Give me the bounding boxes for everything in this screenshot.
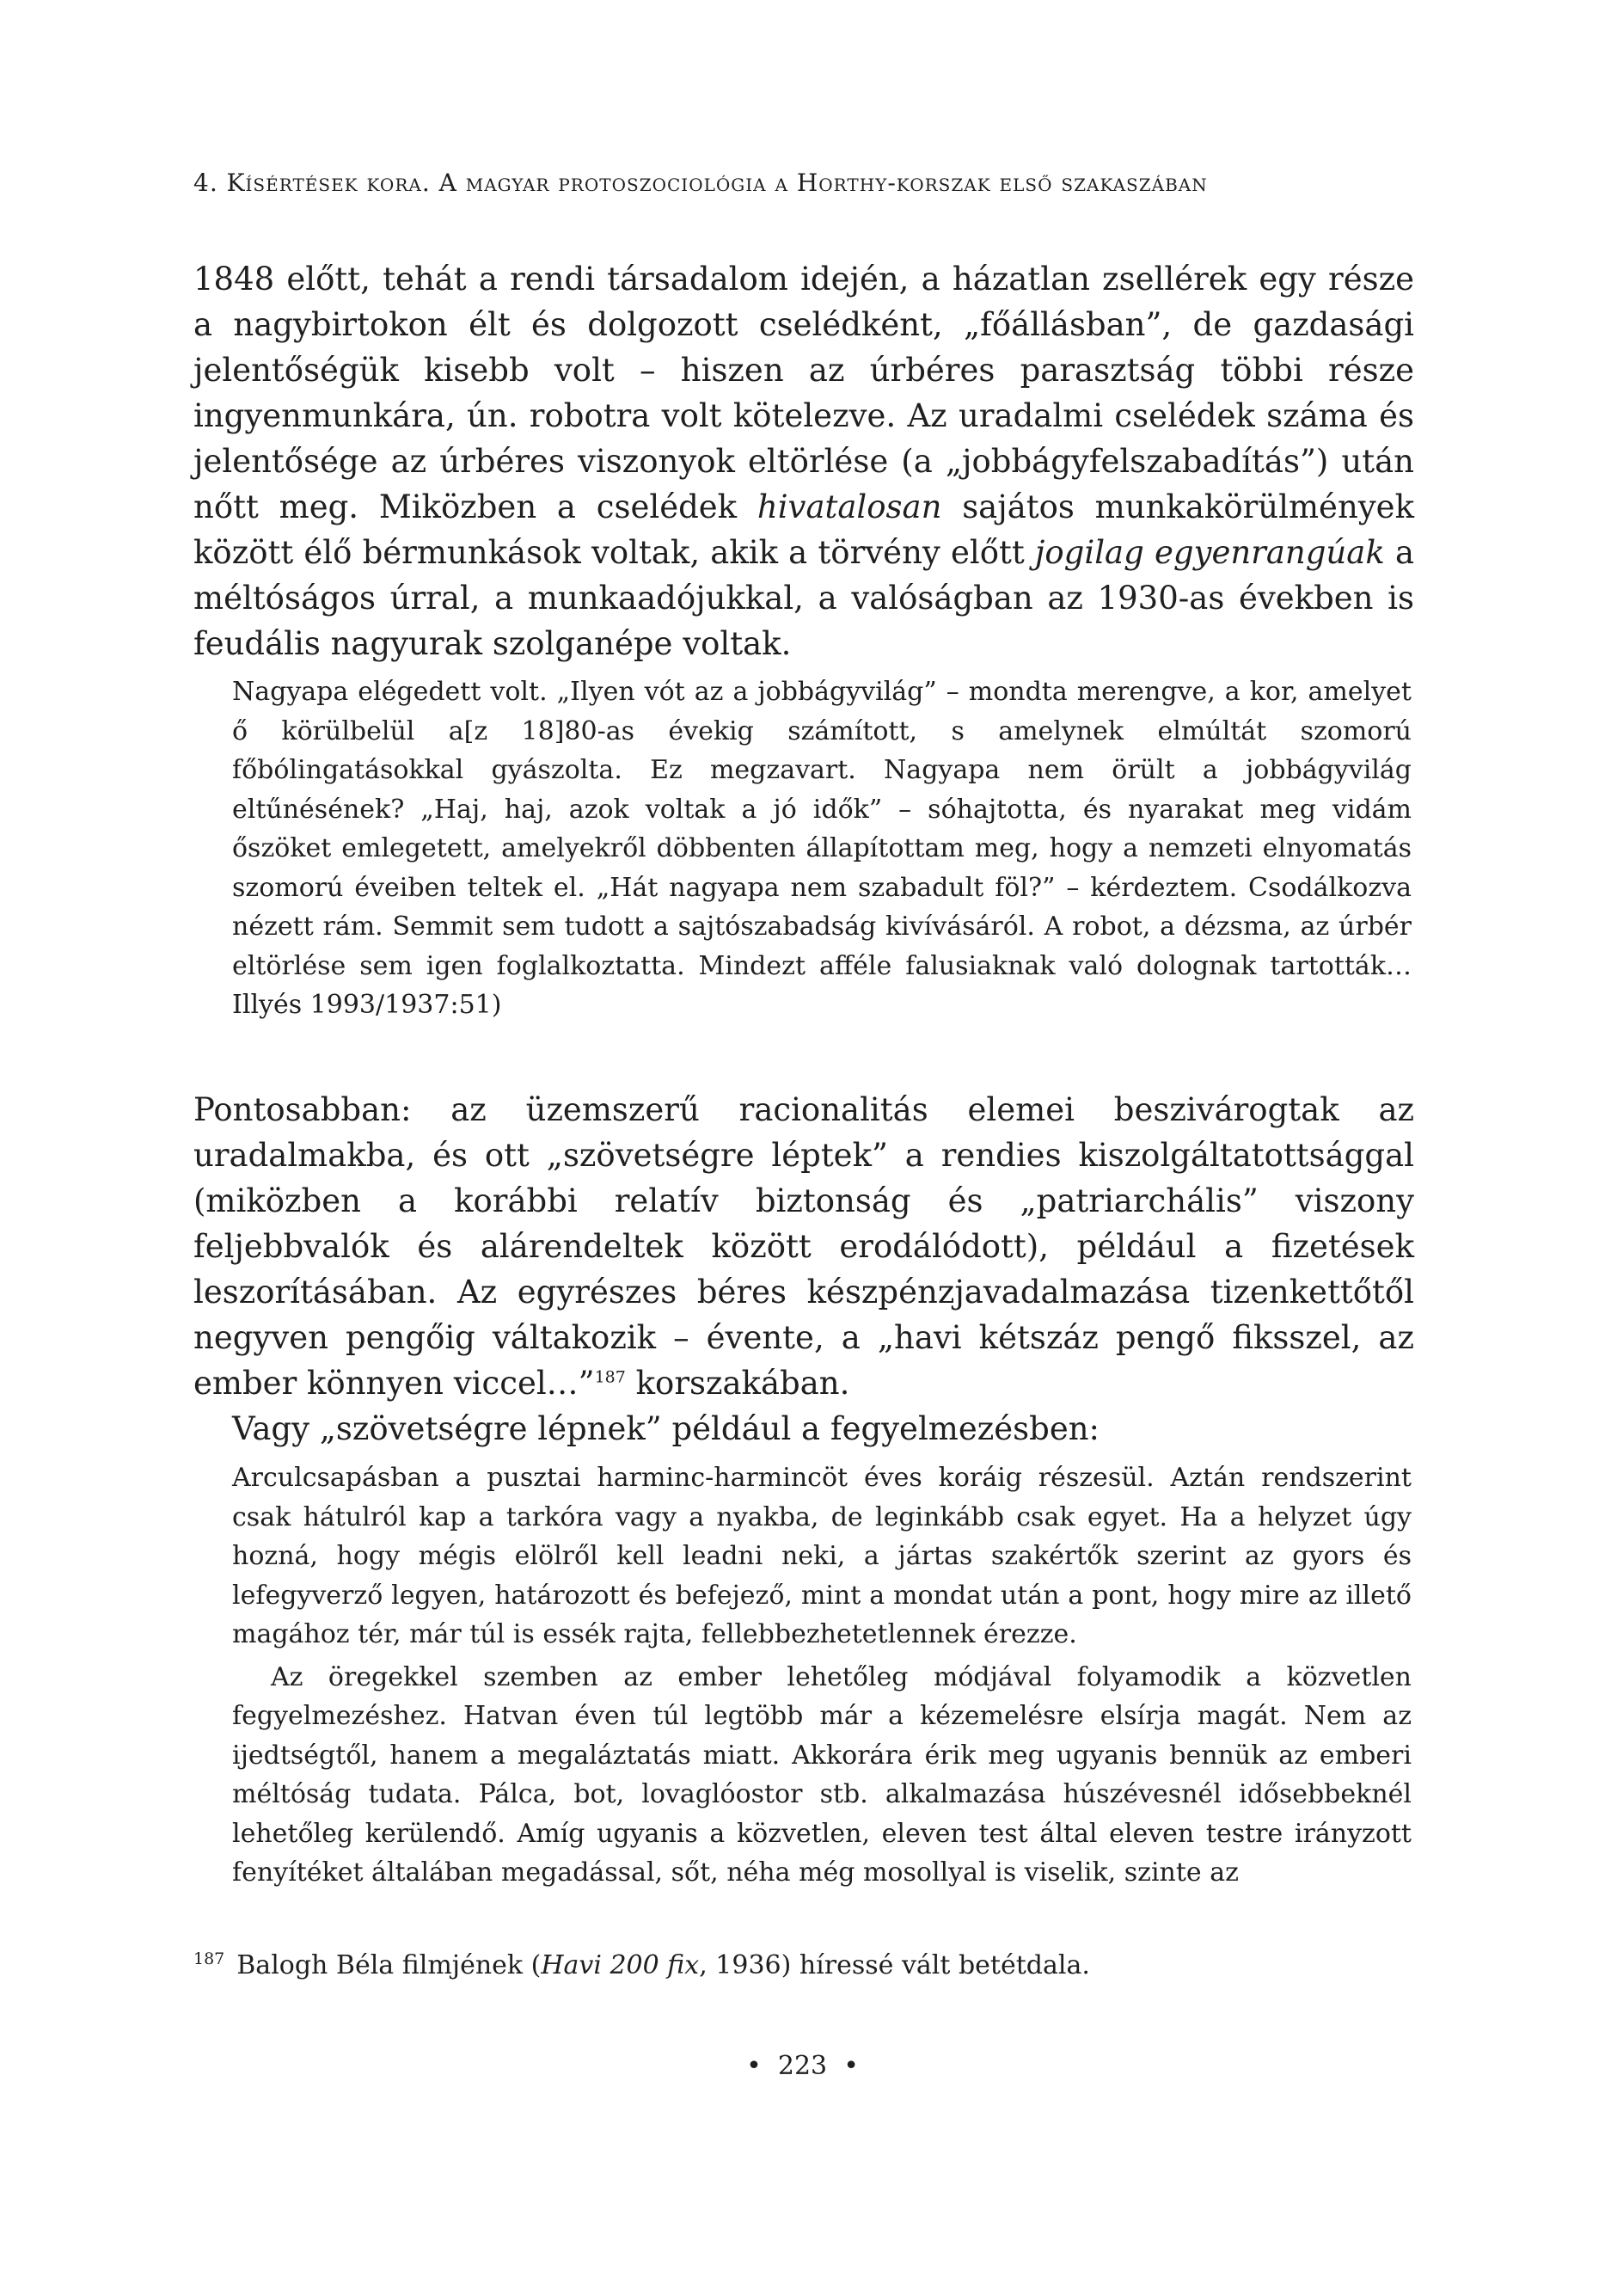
footnote-reference[interactable]: 187	[594, 1367, 626, 1387]
body-paragraph-1	[193, 256, 1414, 666]
block-quote-2	[232, 1458, 1412, 1893]
body-paragraph-2	[193, 1087, 1414, 1452]
footnote-emphasis: Havi 200 fix	[541, 1950, 700, 1980]
running-header: 4. Kísértések kora. A magyar protoszociológia a Horthy-korszak első szakaszában	[193, 169, 1208, 197]
block-quote-1	[232, 672, 1412, 1025]
paragraph-text: 1848 előtt, tehát a rendi társadalom idején, a házatlan zsellérek egy része a nagybirtokon élt és dolgozott cselédként, „főállásban”, de gazdasági jelentőségük kisebb volt – hiszen az úrbéres parasztság többi része ingyenmunkára, ún. robotra volt kötelezve. Az uradalmi cselédek száma és jelentősége az úrbéres viszonyok eltörlése (a „jobbágyfelszabadítás”) után nőtt meg. Miközben a cselédek	[193, 261, 1414, 525]
bullet-left: •	[746, 2051, 762, 2081]
paragraph-text: korszakában.	[625, 1365, 850, 1402]
paragraph-text: a méltóságos úrral, a munkaadójukkal, a valóságban az 1930-as években is feudális nagyurak szolganépe voltak.	[193, 534, 1414, 662]
paragraph-text: sajátos munkakörülmények között élő bérmunkások voltak, akik a törvény előtt	[193, 488, 1414, 571]
footnote-text: Balogh Béla filmjének (	[236, 1950, 542, 1980]
paragraph-line: Vagy „szövetségre lépnek” például a fegyelmezésben:	[232, 1410, 1100, 1447]
paragraph-text: Pontosabban: az üzemszerű racionalitás elemei beszivárogtak az uradalmakba, és ott „szövetségre léptek” a rendies kiszolgáltatottsággal (miközben a korábbi relatív biztonság és „patriarchális” viszony feljebbvalók és alárendeltek között erodálódott), például a fizetések leszorításában. Az egyrészes béres készpénzjavadalmazása tizenkettőtől negyven pengőig váltakozik – évente, a „havi kétszáz pengő fiksszel, az ember könnyen viccel…”	[193, 1091, 1414, 1402]
footnote	[193, 1949, 1414, 1983]
page-number	[0, 2051, 1605, 2081]
bullet-right: •	[843, 2051, 859, 2081]
quote-text: Nagyapa elégedett volt. „Ilyen vót az a jobbágyvilág” – mondta merengve, a kor, amelyet ő körülbelül a[z 18]80-as évekig számított, s amelynek elmúltát szomorú főbólingatásokkal gyászolta. Ez megzavart. Nagyapa nem örült a jobbágyvilág eltűnésének? „Haj, haj, azok voltak a jó idők” – sóhajtotta, és nyarakat meg vidám őszöket emlegetett, amelyekről döbbenten állapítottam meg, hogy a nemzeti elnyomatás szomorú éveiben teltek el. „Hát nagyapa nem szabadult föl?” – kérdeztem. Csodálkozva nézett rám. Semmit sem tudott a sajtószabadság kivívásáról. A robot, a dézsma, az úrbér eltörlése sem igen foglalkoztatta. Mindezt afféle falusiaknak való dolognak tartották… Illyés 1993/1937:51)	[232, 677, 1412, 1020]
quote-paragraph: Arculcsapásban a pusztai harminc-harmincöt éves koráig részesül. Aztán rendszerint csak hátulról kap a tarkóra vagy a nyakba, de leginkább csak egyet. Ha a helyzet úgy hozná, hogy mégis elölről kell leadni neki, a jártas szakértők szerint az gyors és lefegyverző legyen, határozott és befejező, mint a mondat után a pont, hogy mire az illető magához tér, már túl is essék rajta, fellebbezhetetlennek érezze.	[232, 1463, 1412, 1649]
emphasis: hivatalosan	[757, 488, 942, 525]
emphasis: jogilag egyenrangúak	[1034, 534, 1385, 571]
footnote-number: 187	[193, 1949, 225, 1968]
footnote-text: , 1936) híressé vált betétdala.	[699, 1950, 1090, 1980]
quote-paragraph: Az öregekkel szemben az ember lehetőleg módjával folyamodik a közvetlen fegyelmezéshez. Hatvan éven túl legtöbb már a kézemelésre elsírja magát. Nem az ijedtségtől, hanem a megaláztatás miatt. Akkorára érik meg ugyanis bennük az emberi méltóság tudata. Pálca, bot, lovaglóostor stb. alkalmazása húszévesnél idősebbeknél lehetőleg kerülendő. Amíg ugyanis a közvetlen, eleven test által eleven testre irányzott fenyítéket általában megadással, sőt, néha még mosollyal is viselik, szinte az	[232, 1661, 1412, 1888]
page-number-text: 223	[777, 2051, 828, 2081]
